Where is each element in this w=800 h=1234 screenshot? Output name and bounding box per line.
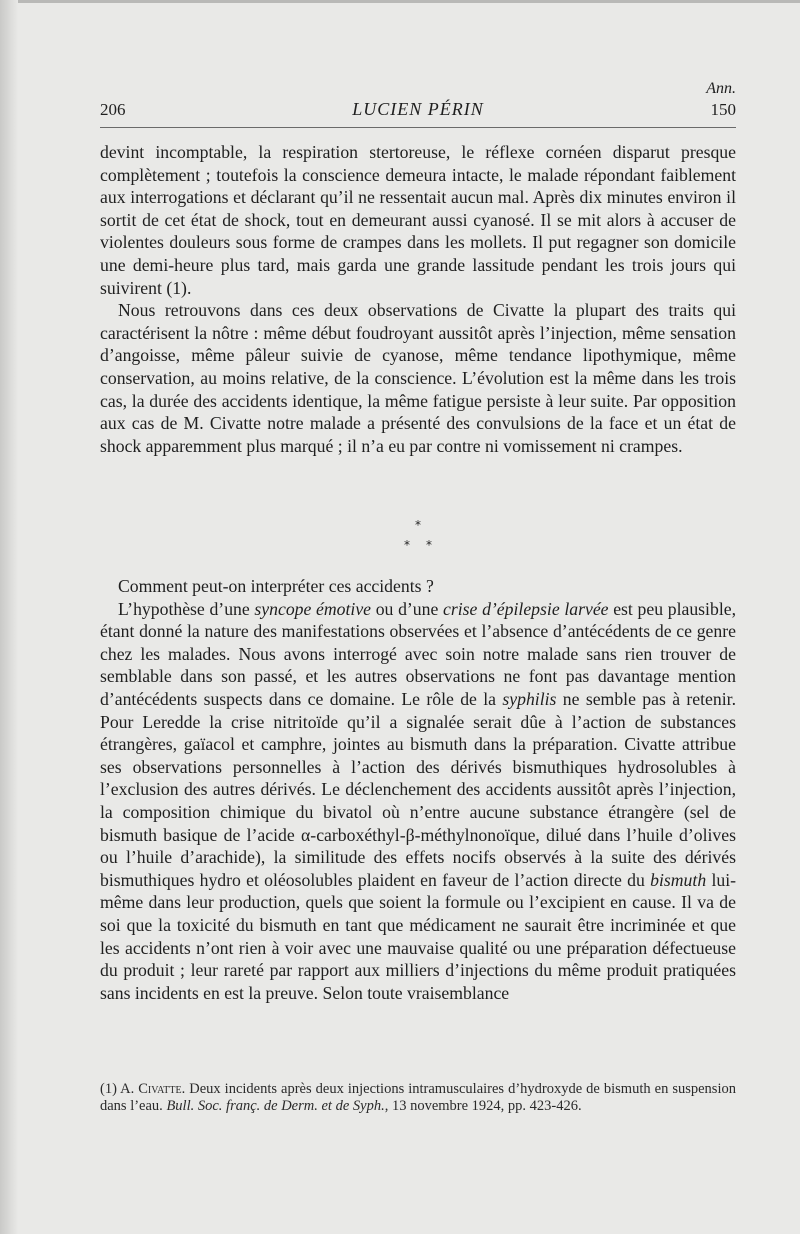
footnote: (1) A. Civatte. Deux incidents après deux injections intramusculaires d’hydroxyde de bismuth en suspension dans l’eau. Bull. Soc. franç. de Derm. et de Syph., 13 novembre 1924, pp. 423-426. xyxy=(100,1081,736,1114)
paragraph: devint incomptable, la respiration stertoreuse, le réflexe cornéen disparut presque complètement ; toutefois la conscience demeura intacte, le malade répondant faiblement aux interrogations et déclarant qu’il ne ressentait aucun mal. Après dix minutes environ il sortit de cet état de shock, tout en demeurant aussi cyanosé. Il se mit alors à accuser de violentes douleurs sous forme de crampes dans les mollets. Il put regagner son domicile une demi-heure plus tard, mais garda une grande lassitude pendant les trois jours qui suivirent (1). xyxy=(100,142,736,298)
asterism-bottom: ** xyxy=(404,538,448,552)
body-text-top xyxy=(100,141,736,457)
italic-term: syncope émotive xyxy=(254,598,372,619)
footnote-author: Civatte xyxy=(138,1081,182,1097)
body-text-bottom xyxy=(100,575,736,1004)
volume-number: 150 xyxy=(710,100,736,119)
page-top-edge xyxy=(0,0,800,3)
question-paragraph: Comment peut-on interpréter ces accidents ? xyxy=(118,576,434,596)
italic-term: crise d’épilepsie larvée xyxy=(443,598,609,619)
section-separator xyxy=(100,515,736,555)
page-number: 206 xyxy=(100,100,126,119)
italic-term: syphilis xyxy=(502,688,557,709)
asterism-top: * xyxy=(415,518,421,532)
header-rule xyxy=(100,127,736,128)
italic-term: bismuth xyxy=(650,869,707,890)
running-head xyxy=(100,80,736,120)
paragraph: Nous retrouvons dans ces deux observations de Civatte la plupart des traits qui caractérisent la nôtre : même début foudroyant aussitôt après l’injection, même sensation d’angoisse, même pâleur suivie de cyanose, même tendance lipothymique, même conservation, au moins relative, de la conscience. L’évolution est la même dans les trois cas, la durée des accidents identique, la même fatigue persiste à leur suite. Par opposition aux cas de M. Civatte notre malade a présenté des convulsions de la face et un état de shock apparemment plus marqué ; il n’a eu par contre ni vomissement ni crampes. xyxy=(100,300,736,456)
footnote-journal: Bull. Soc. franç. de Derm. et de Syph. xyxy=(166,1098,385,1114)
page-binding-shadow xyxy=(0,0,18,1234)
paragraph: L’hypothèse d’une syncope émotive ou d’une crise d’épilepsie larvée est peu plausible, étant donné la nature des manifestations observées et l’absence d’antécédents de ce genre chez les malades. Nous avons interrogé avec soin notre malade sans rien trouver de semblable dans son passé, et les autres observations ne font pas davantage mention d’antécédents suspects dans ce domaine. Le rôle de la syphilis ne semble pas à retenir. Pour Leredde la crise nitritoïde qu’il a signalée serait dûe à l’action de substances étrangères, gaïacol et camphre, jointes au bismuth dans la préparation. Civatte attribue ses observations personnelles à l’action des dérivés bismuthiques hydrosolubles à l’exclusion des autres dérivés. Le déclenchement des accidents aussitôt après l’injection, la composition chimique du bivatol où n’entre aucune substance étrangère (sel de bismuth basique de l’acide α-carboxéthyl-β-méthylnonoïque, dilué dans l’huile d’olives ou l’huile d’arachide), la similitude des effets nocifs observés à la suite des dérivés bismuthiques hydro et oléosolubles plaident en faveur de l’action directe du bismuth lui-même dans leur production, quels que soient la formule ou l’excipient en cause. Il va de soi que la toxicité du bismuth en tant que médicament ne saurait être incriminée et que les accidents n’ont rien à voir avec une mauvaise qualité ou une préparation défectueuse du produit ; leur rareté par rapport aux milliers d’injections du même produit pratiquées sans incidents en est la preuve. Selon toute vraisemblance xyxy=(100,598,737,1003)
journal-abbrev: Ann. xyxy=(706,80,736,97)
running-author: LUCIEN PÉRIN xyxy=(352,99,484,119)
